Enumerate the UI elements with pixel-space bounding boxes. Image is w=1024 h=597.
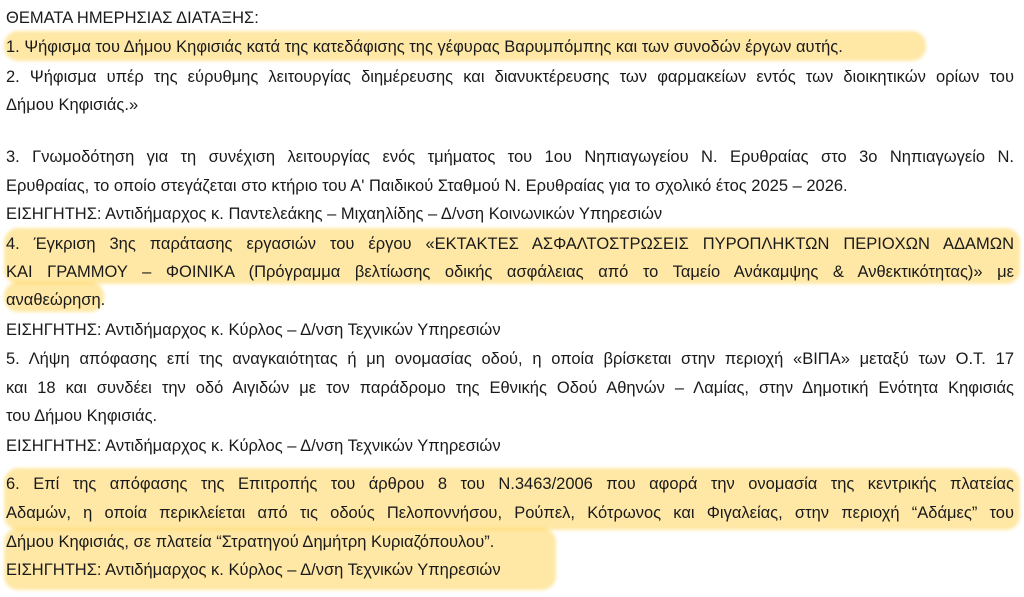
rapporteur-3: ΕΙΣΗΓΗΤΗΣ: Αντιδήμαρχος κ. Παντελεάκης – Μιχαηλίδης – Δ/νση Κοινωνικών Υπηρεσιών [6, 205, 663, 223]
agenda-item-2: 2. Ψήφισμα υπέρ της εύρυθμης λειτουργίας διημέρευσης και διανυκτέρευσης των φαρμακείων εντός των διοικητικών ορίων του [6, 68, 1014, 86]
agenda-item-1: 1. Ψήφισμα του Δήμου Κηφισιάς κατά της κατεδάφισης της γέφυρας Βαρυμπόμπης και των συνοδών έργων αυτής. [6, 38, 843, 56]
agenda-item-4-cont: ΚΑΙ ΓΡΑΜΜΟΥ – ΦΟΙΝΙΚΑ (Πρόγραμμα βελτίωσης οδικής ασφάλειας από το Ταμείο Ανάκαμψης & Ανθεκτικότητας)» με [6, 263, 1014, 281]
agenda-item-5-end: του Δήμου Κηφισιάς. [6, 407, 158, 425]
agenda-item-4: 4. Έγκριση 3ης παράτασης εργασιών του έργου «ΕΚΤΑΚΤΕΣ ΑΣΦΑΛΤΟΣΤΡΩΣΕΙΣ ΠΥΡΟΠΛΗΚΤΩΝ ΠΕΡΙΟΧΩΝ ΑΔΑΜΩΝ [6, 235, 1014, 253]
agenda-item-5-cont: και 18 και συνδέει την οδό Αιγιδών με τον παράδρομο της Εθνικής Οδού Αθηνών – Λαμίας, στην Δημοτική Ενότητα Κηφισιάς [6, 379, 1014, 397]
agenda-item-3-cont: Ερυθραίας, το οποίο στεγάζεται στο κτήριο του Α' Παιδικού Σταθμού Ν. Ερυθραίας για το σχολικό έτος 2025 – 2026. [6, 177, 848, 195]
rapporteur-6: ΕΙΣΗΓΗΤΗΣ: Αντιδήμαρχος κ. Κύρλος – Δ/νση Τεχνικών Υπηρεσιών [6, 561, 501, 579]
agenda-item-5: 5. Λήψη απόφασης επί της αναγκαιότητας ή μη ονομασίας οδού, η οποία βρίσκεται στην περιοχή «ΒΙΠΑ» μεταξύ των Ο.Τ. 17 [6, 350, 1014, 368]
rapporteur-5: ΕΙΣΗΓΗΤΗΣ: Αντιδήμαρχος κ. Κύρλος – Δ/νση Τεχνικών Υπηρεσιών [6, 437, 501, 455]
agenda-item-4-end: αναθεώρηση. [6, 291, 106, 309]
agenda-item-3: 3. Γνωμοδότηση για τη συνέχιση λειτουργίας ενός τμήματος του 1ου Νηπιαγωγείου Ν. Ερυθραίας στο 3ο Νηπιαγωγείο Ν. [6, 148, 1014, 166]
agenda-heading: ΘΕΜΑΤΑ ΗΜΕΡΗΣΙΑΣ ΔΙΑΤΑΞΗΣ: [6, 9, 259, 27]
agenda-item-6-end: Δήμου Κηφισιάς, σε πλατεία “Στρατηγού Δημήτρη Κυριαζόπουλου”. [6, 533, 495, 551]
agenda-item-2-cont: Δήμου Κηφισιάς.» [6, 96, 139, 114]
agenda-item-6-cont: Αδαμών, η οποία περικλείεται από τις οδούς Πελοποννήσου, Ρούπελ, Κότρωνος και Φιγαλείας, στην περιοχή “Αδάμες” του [6, 504, 1014, 522]
rapporteur-4: ΕΙΣΗΓΗΤΗΣ: Αντιδήμαρχος κ. Κύρλος – Δ/νση Τεχνικών Υπηρεσιών [6, 321, 501, 339]
agenda-item-6: 6. Επί της απόφασης της Επιτροπής του άρθρου 8 του Ν.3463/2006 που αφορά την ονομασία της κεντρικής πλατείας [6, 475, 1014, 493]
